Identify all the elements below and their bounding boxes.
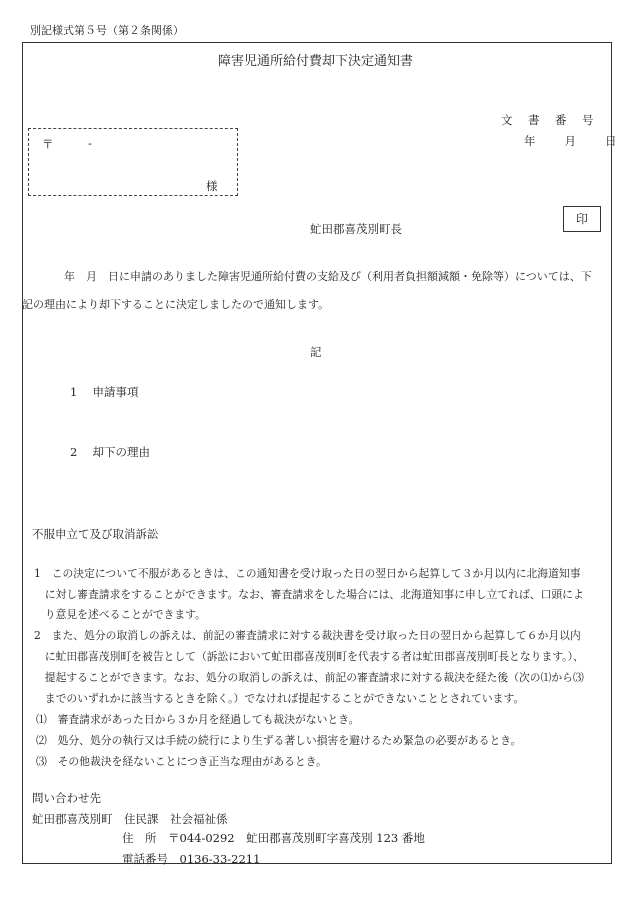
- ki-heading: 記: [310, 345, 322, 359]
- date-label: 年 月 日: [524, 134, 619, 148]
- contact-address: 住 所 〒044-0292 虻田郡喜茂別町字喜茂別 123 番地: [122, 831, 425, 845]
- body-line-2: 記の理由により却下することに決定しましたので通知します。: [22, 298, 330, 311]
- appeal-line: 1 この決定について不服があるときは、この通知書を受け取った日の翌日から起算して３か月以内に北海道知事: [34, 567, 581, 580]
- contact-department: 虻田郡喜茂別町 住民課 社会福祉係: [32, 812, 228, 826]
- contact-heading: 問い合わせ先: [32, 791, 101, 805]
- appeal-line: ⑶ その他裁決を経ないことにつき正当な理由があるとき。: [36, 755, 327, 768]
- contact-phone: 電話番号 0136-33-2211: [122, 852, 261, 866]
- form-label: 別記様式第５号（第２条関係）: [30, 24, 184, 37]
- appeal-line: までのいずれかに該当するときを除く。）でなければ提起することができないこととされています。: [34, 692, 525, 705]
- document-title: 障害児通所給付費却下決定通知書: [218, 54, 414, 69]
- body-line-1: 年 月 日に申請のありました障害児通所給付費の支給及び（利用者負担額減額・免除等）については、下: [64, 270, 592, 283]
- issuer-name: 虻田郡喜茂別町長: [310, 222, 402, 236]
- appeal-line: ⑵ 処分、処分の執行又は手続の続行により生ずる著しい損害を避けるため緊急の必要があるとき。: [36, 734, 522, 747]
- document-number-label: 文 書 番 号: [501, 113, 596, 127]
- addressee-honorific: 様: [206, 179, 218, 193]
- appeal-line: ⑴ 審査請求があった日から３か月を経過しても裁決がないとき。: [36, 713, 360, 726]
- appeal-line: り意見を述べることができます。: [34, 608, 206, 621]
- seal-box: 印: [563, 206, 601, 232]
- appeal-line: 提起することができます。なお、処分の取消しの訴えは、前記の審査請求に対する裁決を経た後（次の⑴から⑶: [34, 671, 584, 684]
- appeal-heading: 不服申立て及び取消訴訟: [32, 527, 159, 541]
- postal-mark: 〒: [42, 137, 54, 151]
- postal-dash: -: [88, 136, 92, 150]
- appeal-line: 2 また、処分の取消しの訴えは、前記の審査請求に対する裁決書を受け取った日の翌日から起算して６か月以内: [34, 629, 581, 642]
- appeal-line: に虻田郡喜茂別町を被告として（訴訟において虻田郡喜茂別町を代表する者は虻田郡喜茂別町長となります。）、: [34, 650, 584, 663]
- appeal-line: に対し審査請求をすることができます。なお、審査請求をした場合には、北海道知事に申し立てれば、口頭によ: [34, 588, 584, 601]
- item-reason: 2 却下の理由: [70, 445, 150, 459]
- item-application: 1 申請事項: [70, 385, 139, 399]
